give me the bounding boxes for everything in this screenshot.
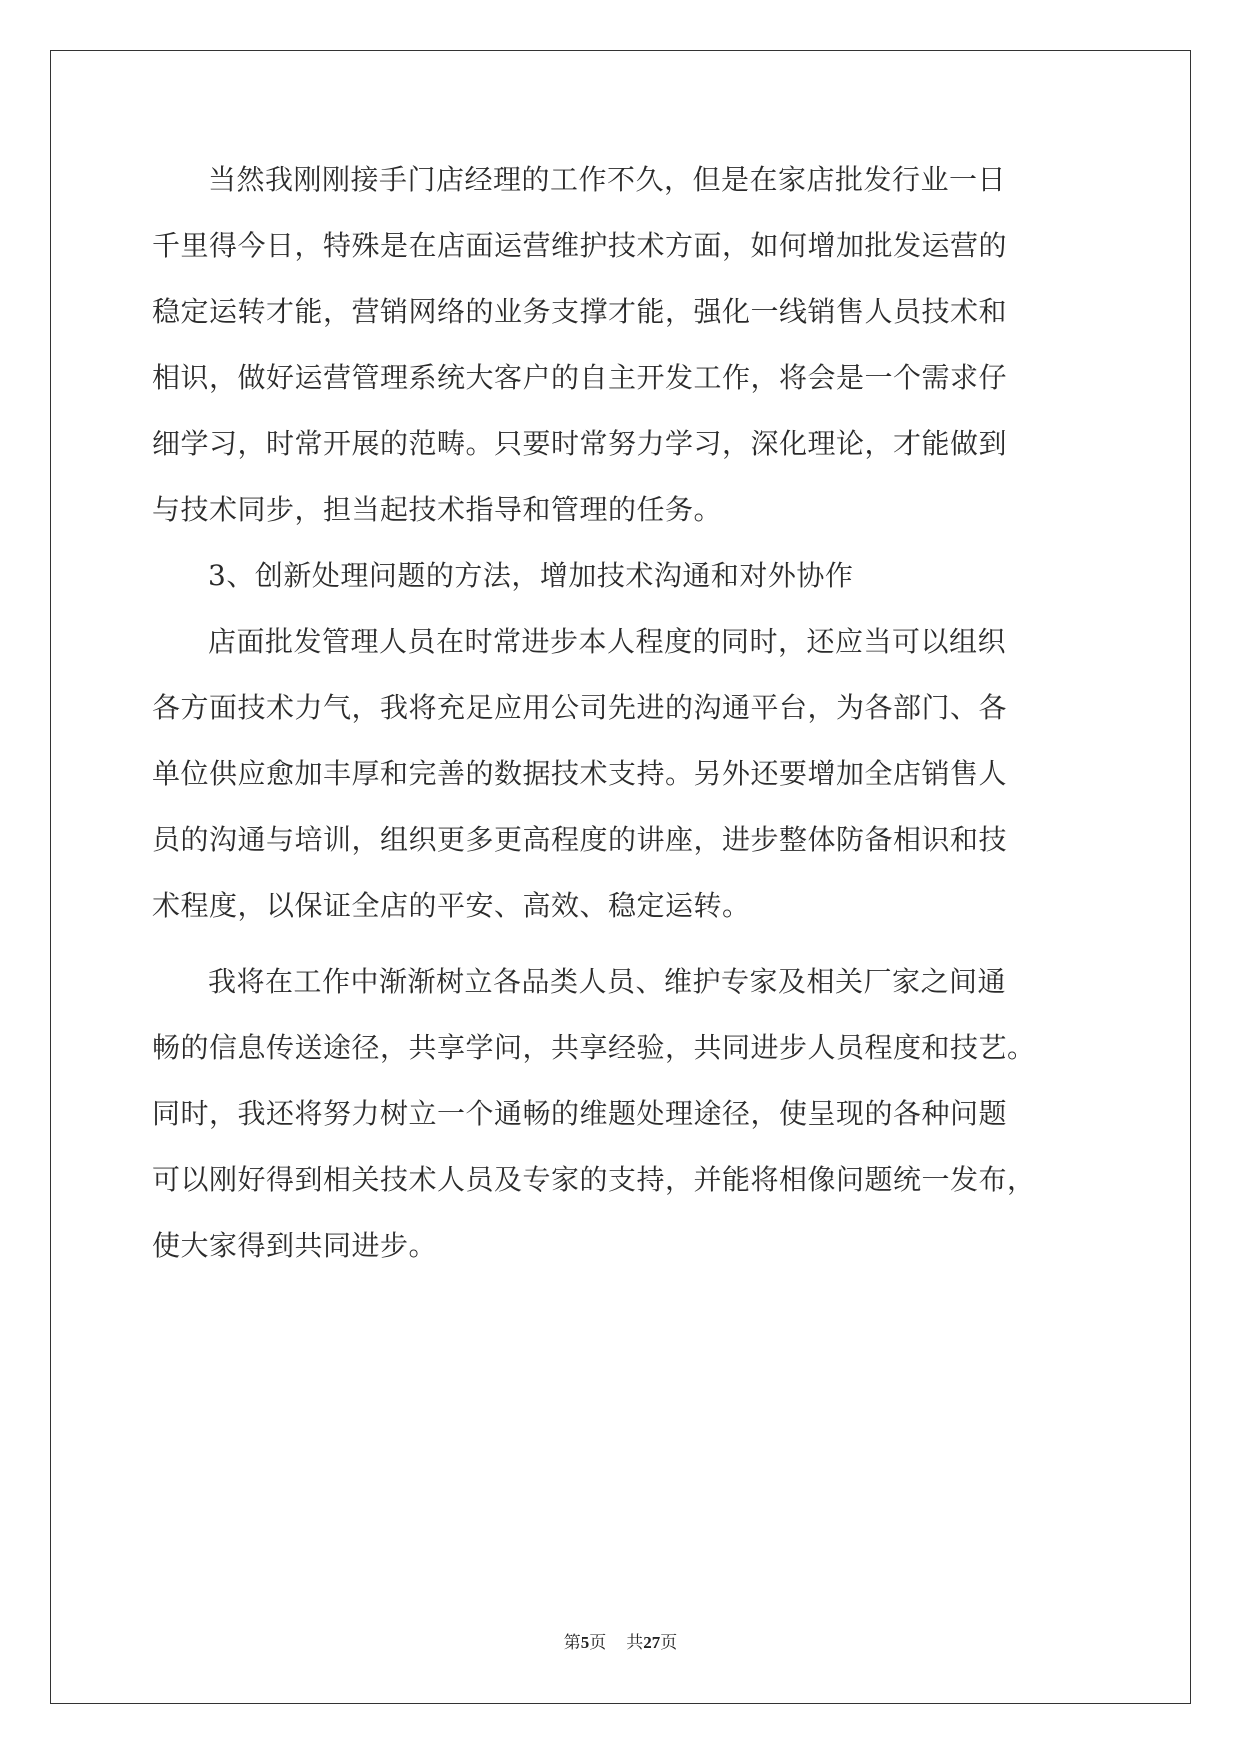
- text-line: 员的沟通与培训，组织更多更高程度的讲座，进步整体防备相识和技: [152, 823, 1008, 856]
- text-line: 千里得今日，特殊是在店面运营维护技术方面，如何增加批发运营的: [152, 229, 1008, 262]
- text-line: 使大家得到共同进步。: [152, 1229, 438, 1262]
- total-pages: 27: [643, 1633, 661, 1652]
- text-line: 术程度，以保证全店的平安、高效、稳定运转。: [152, 889, 751, 922]
- text-line: 我将在工作中渐渐树立各品类人员、维护专家及相关厂家之间通: [208, 965, 1007, 998]
- text-line: 稳定运转才能，营销网络的业务支撑才能，强化一线销售人员技术和: [152, 295, 1008, 328]
- text-line: 相识，做好运营管理系统大客户的自主开发工作，将会是一个需求仔: [152, 361, 1008, 394]
- text-line: 当然我刚刚接手门店经理的工作不久，但是在家店批发行业一日: [208, 163, 1007, 196]
- page-suffix: 页: [589, 1633, 607, 1652]
- text-line: 各方面技术力气，我将充足应用公司先进的沟通平台，为各部门、各: [152, 691, 1008, 724]
- text-line: 店面批发管理人员在时常进步本人程度的同时，还应当可以组织: [208, 625, 1007, 658]
- text-line: 可以刚好得到相关技术人员及专家的支持，并能将相像问题统一发布，: [152, 1163, 1036, 1196]
- page-number: 5: [580, 1633, 590, 1652]
- text-line: 畅的信息传送途径，共享学问，共享经验，共同进步人员程度和技艺。: [152, 1031, 1036, 1064]
- text-line: 与技术同步，担当起技术指导和管理的任务。: [152, 493, 723, 526]
- page-footer: [0, 1628, 1241, 1653]
- text-line: 同时，我还将努力树立一个通畅的维题处理途径，使呈现的各种问题: [152, 1097, 1008, 1130]
- text-line: 单位供应愈加丰厚和完善的数据技术支持。另外还要增加全店销售人: [152, 757, 1008, 790]
- total-prefix: 共: [626, 1633, 644, 1652]
- total-suffix: 页: [660, 1633, 678, 1652]
- text-line: 细学习，时常开展的范畴。只要时常努力学习，深化理论，才能做到: [152, 427, 1008, 460]
- page-prefix: 第: [563, 1633, 581, 1652]
- section-heading: 3、创新处理问题的方法，增加技术沟通和对外协作: [208, 559, 854, 592]
